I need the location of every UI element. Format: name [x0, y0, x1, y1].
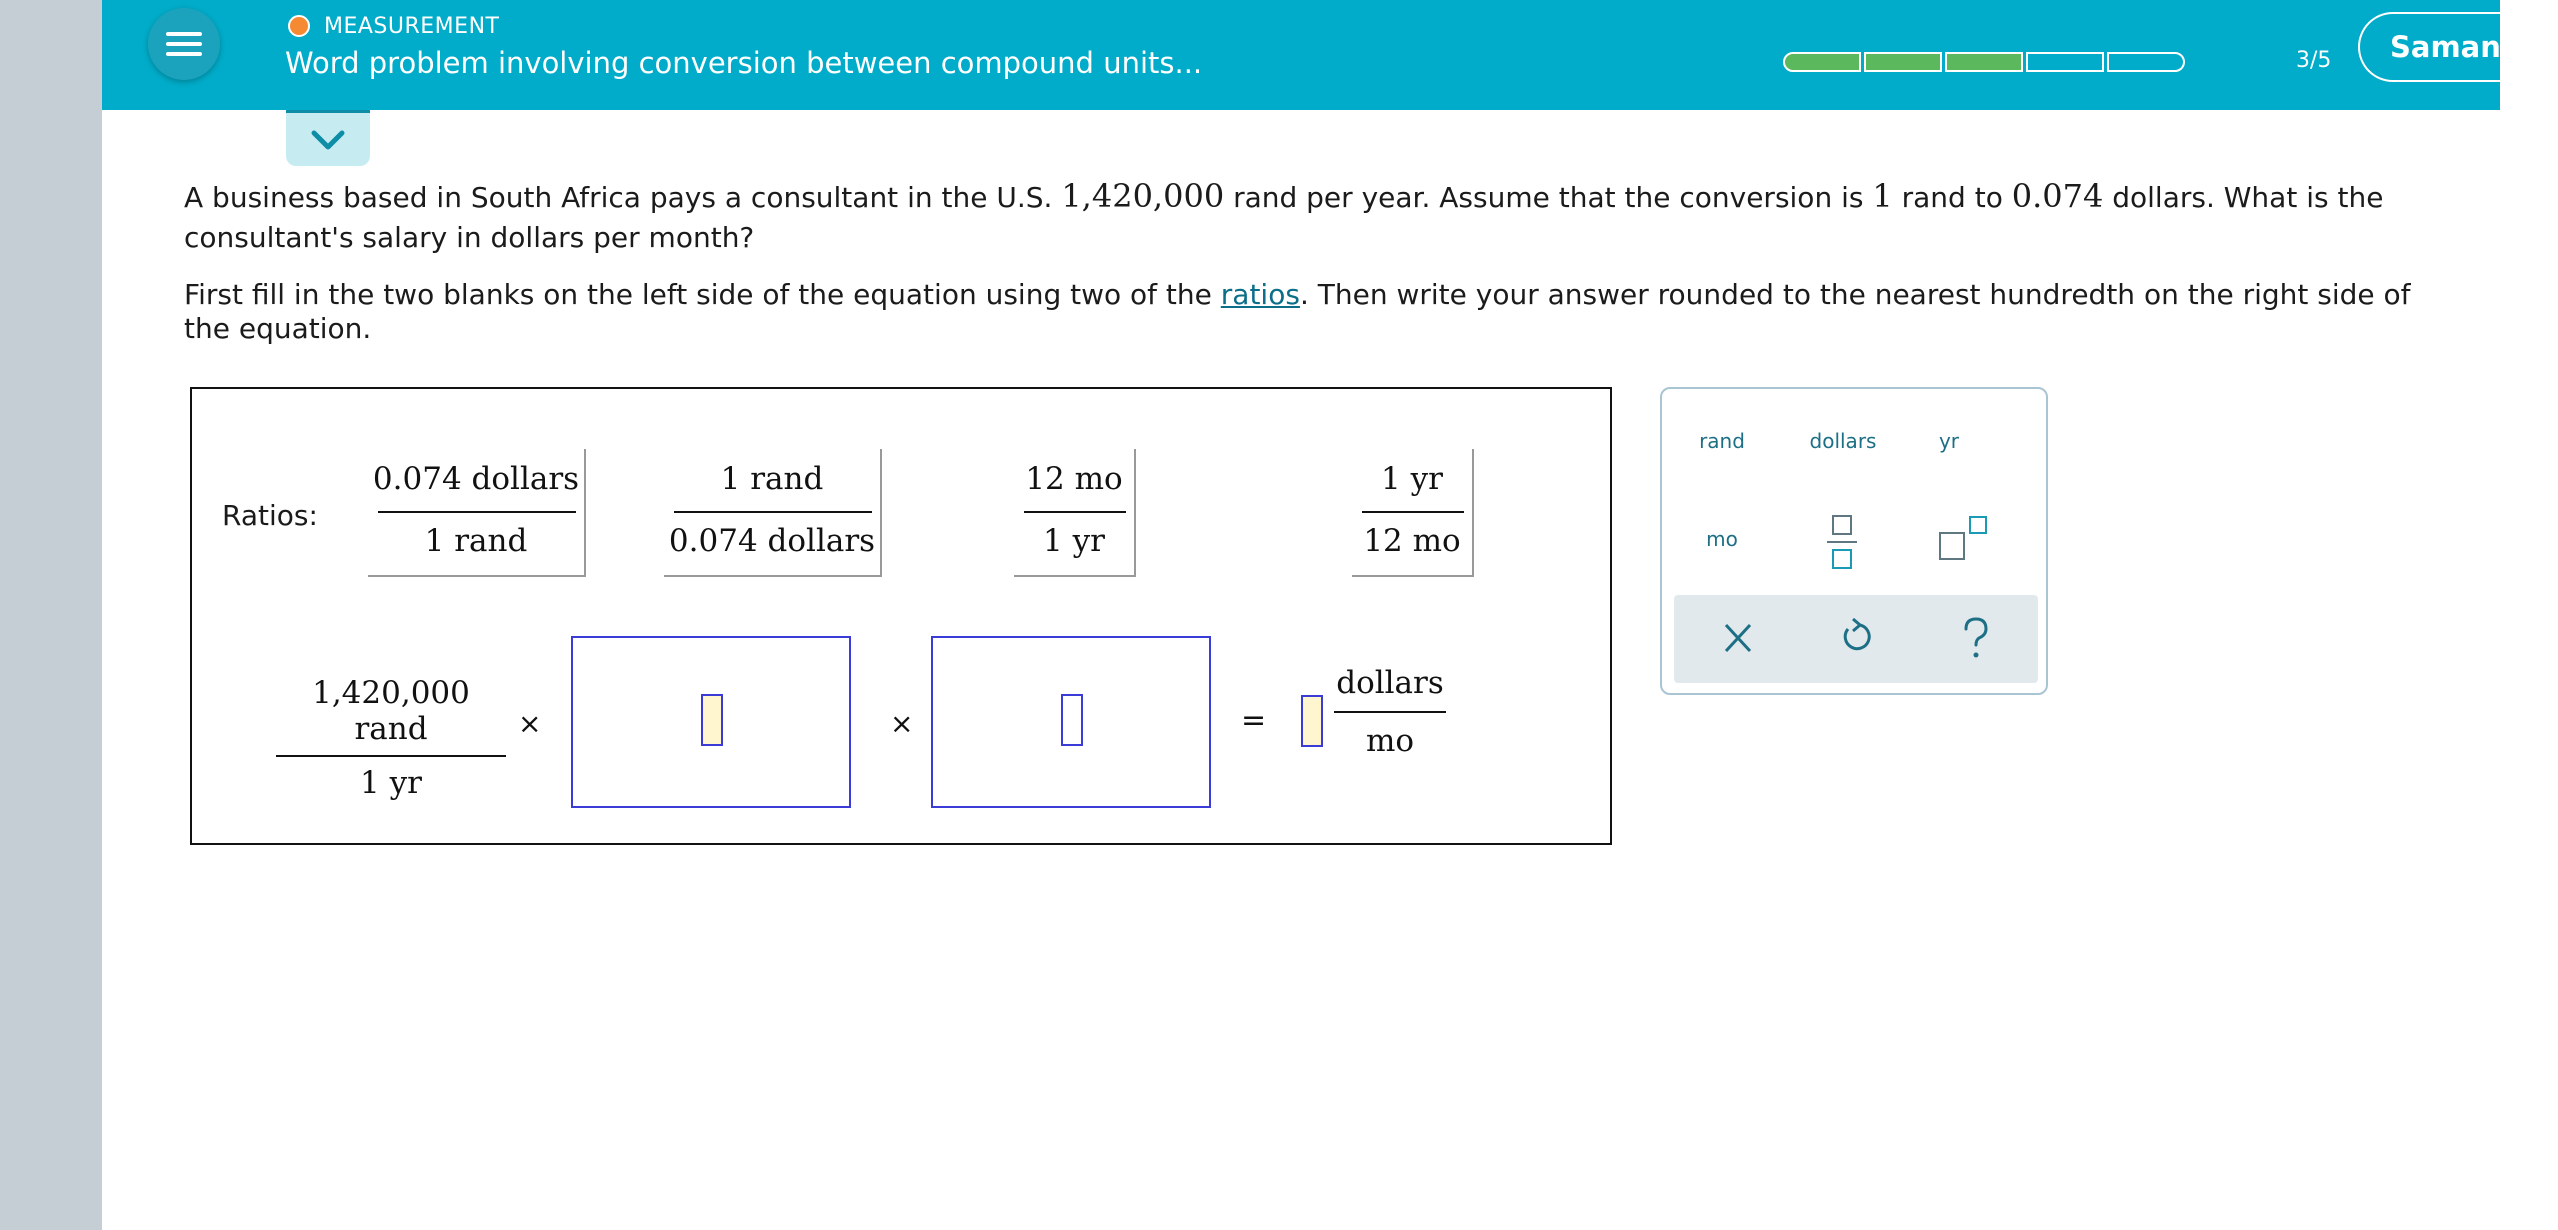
question-part: rand to [1892, 181, 2012, 214]
instructions-part: . Then write your answer rounded to the nearest hundredth on the right side of the equation. [184, 278, 2411, 345]
given-rate [276, 675, 506, 801]
text-cursor [701, 694, 723, 746]
fraction-bar [1362, 511, 1464, 513]
instructions-part: First fill in the two blanks on the left side of the equation using two of the [184, 278, 1221, 311]
question-part: A business based in South Africa pays a consultant in the U.S. [184, 181, 1062, 214]
menu-button[interactable] [148, 8, 220, 80]
given-denominator: 1 yr [360, 765, 422, 801]
user-account-button[interactable] [2358, 12, 2558, 82]
page-title: Word problem involving conversion between compound units... [285, 46, 1203, 80]
progress-segment [1945, 52, 2023, 72]
menu-icon-line [166, 42, 202, 46]
math-keypad [1660, 387, 2048, 695]
equals-symbol: = [1241, 703, 1267, 738]
times-symbol: × [518, 707, 542, 740]
fraction-bar [378, 511, 576, 513]
menu-icon-line [166, 32, 202, 36]
ratios-label: Ratios: [222, 499, 318, 532]
left-rail [0, 0, 102, 1230]
ratio-tile[interactable] [368, 449, 586, 577]
ratio-numerator: 0.074 dollars [372, 461, 580, 497]
question-amount: 1,420,000 [1061, 177, 1225, 215]
topic-row [288, 12, 499, 40]
ratio-denominator: 1 yr [1043, 523, 1105, 559]
question-part: dollars. What is the consultant's salary in dollars per month? [184, 181, 2384, 254]
result-denominator: mo [1365, 723, 1415, 759]
blank-slot-2[interactable] [931, 636, 1211, 808]
ratios-link[interactable]: ratios [1220, 278, 1300, 311]
fraction-bar [674, 511, 872, 513]
close-icon [1708, 613, 1768, 663]
input-placeholder [1061, 694, 1083, 746]
progress-segment [2107, 52, 2185, 72]
progress-segment [2026, 52, 2104, 72]
progress-bar [1783, 52, 2185, 72]
topic-label: MEASUREMENT [324, 13, 500, 39]
answer-input[interactable] [1301, 695, 1323, 747]
progress-segment [1864, 52, 1942, 72]
progress-segment [1783, 52, 1861, 72]
question-one: 1 [1872, 177, 1893, 215]
question-text [184, 176, 2454, 258]
fraction-icon [1822, 513, 1862, 571]
clear-button[interactable] [1708, 613, 1768, 663]
exponent-icon [1938, 515, 1992, 563]
ratio-tile[interactable] [1352, 449, 1474, 577]
equation-workspace [190, 387, 1612, 845]
fraction-bar [276, 755, 506, 757]
ratio-numerator: 1 rand [720, 461, 824, 497]
progress-text: 3/5 [2296, 48, 2332, 73]
ratio-denominator: 0.074 dollars [668, 523, 876, 559]
ratio-numerator: 12 mo [1025, 461, 1123, 497]
times-symbol: × [890, 707, 914, 740]
result-units [1334, 665, 1446, 759]
fraction-bar [1334, 711, 1446, 713]
topic-status-dot [288, 15, 310, 37]
undo-icon [1826, 613, 1886, 663]
header-bar [102, 0, 2515, 110]
exponent-button[interactable] [1938, 515, 1992, 563]
ratio-tile[interactable] [1014, 449, 1136, 577]
given-numerator: 1,420,000 rand [312, 675, 470, 747]
help-icon [1946, 613, 2006, 663]
question-part: rand per year. Assume that the conversion is [1224, 181, 1873, 214]
collapse-toggle[interactable] [286, 110, 370, 166]
help-button[interactable] [1946, 613, 2006, 663]
ratio-denominator: 12 mo [1363, 523, 1461, 559]
ratio-denominator: 1 rand [424, 523, 528, 559]
blank-slot-1[interactable] [571, 636, 851, 808]
unit-key-yr[interactable]: yr [1938, 429, 1960, 453]
unit-key-dollars[interactable]: dollars [1809, 429, 1877, 453]
unit-key-mo[interactable]: mo [1706, 527, 1738, 551]
unit-key-rand[interactable]: rand [1699, 429, 1745, 453]
ratio-numerator: 1 yr [1381, 461, 1443, 497]
menu-icon-line [166, 52, 202, 56]
chevron-down-icon [308, 127, 348, 155]
fraction-bar [1024, 511, 1126, 513]
ratio-tile[interactable] [664, 449, 882, 577]
undo-button[interactable] [1826, 613, 1886, 663]
question-rate: 0.074 [2011, 177, 2104, 215]
fraction-button[interactable] [1822, 513, 1862, 571]
keypad-actions [1674, 595, 2038, 683]
instructions-text [184, 278, 2454, 346]
result-numerator: dollars [1336, 665, 1444, 701]
user-name: Samant [2390, 30, 2515, 64]
